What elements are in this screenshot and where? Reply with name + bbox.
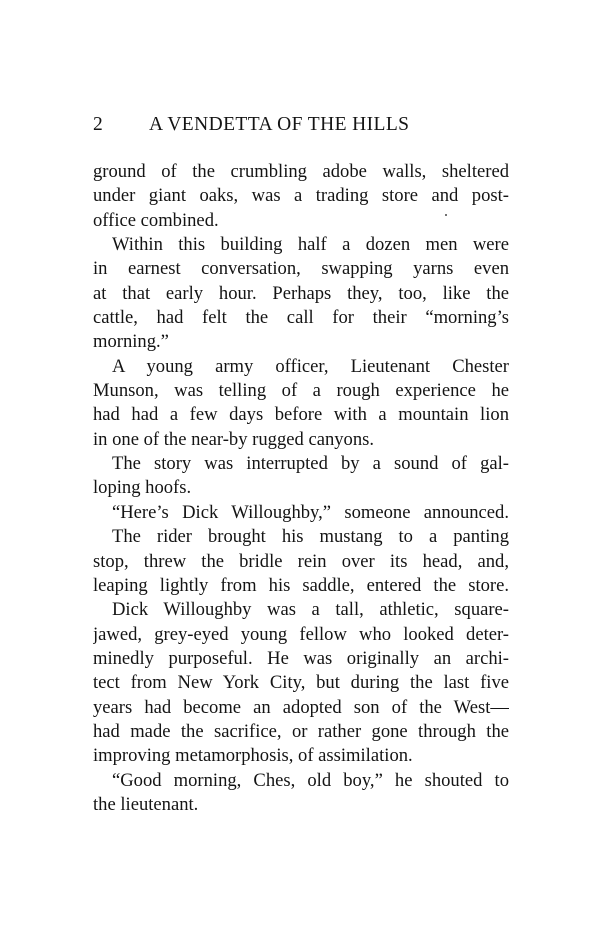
text-line: Munson, was telling of a rough experience he bbox=[93, 380, 509, 402]
book-title: A VENDETTA OF THE HILLS bbox=[149, 114, 410, 135]
text-line: in one of the near-by rugged canyons. bbox=[93, 428, 375, 450]
text-line: “Here’s Dick Willoughby,” someone announced. bbox=[112, 501, 509, 523]
text-line: A young army officer, Lieutenant Chester bbox=[112, 355, 509, 377]
page-number: 2 bbox=[93, 114, 104, 135]
text-line: morning.” bbox=[93, 331, 169, 353]
text-line: stop, threw the bridle rein over its head, and, bbox=[93, 550, 509, 572]
text-line: jawed, grey-eyed young fellow who looked deter- bbox=[93, 623, 509, 645]
text-line: under giant oaks, was a trading store and post- bbox=[93, 185, 509, 207]
text-line: The rider brought his mustang to a panting bbox=[112, 526, 509, 548]
text-line: in earnest conversation, swapping yarns even bbox=[93, 258, 509, 280]
text-line: years had become an adopted son of the West— bbox=[93, 696, 509, 718]
running-head bbox=[93, 114, 513, 144]
text-line: the lieutenant. bbox=[93, 793, 199, 815]
print-speck bbox=[445, 214, 447, 216]
text-line: “Good morning, Ches, old boy,” he shouted to bbox=[112, 769, 509, 791]
text-line: improving metamorphosis, of assimilation. bbox=[93, 745, 413, 767]
text-line: minedly purposeful. He was originally an archi- bbox=[93, 647, 509, 669]
text-line: Dick Willoughby was a tall, athletic, square- bbox=[112, 599, 509, 621]
text-line: leaping lightly from his saddle, entered the store. bbox=[93, 574, 509, 596]
text-line: tect from New York City, but during the last five bbox=[93, 672, 509, 694]
text-line: The story was interrupted by a sound of gal- bbox=[112, 453, 509, 475]
text-line: at that early hour. Perhaps they, too, like the bbox=[93, 282, 509, 304]
text-line: cattle, had felt the call for their “morning’s bbox=[93, 307, 509, 329]
text-line: office combined. bbox=[93, 209, 219, 231]
text-line: had made the sacrifice, or rather gone through the bbox=[93, 720, 509, 742]
text-line: ground of the crumbling adobe walls, sheltered bbox=[93, 161, 509, 182]
text-line: had had a few days before with a mountain lion bbox=[93, 404, 509, 426]
body-text bbox=[93, 160, 509, 817]
text-line: loping hoofs. bbox=[93, 477, 192, 499]
text-line: Within this building half a dozen men were bbox=[112, 234, 509, 256]
